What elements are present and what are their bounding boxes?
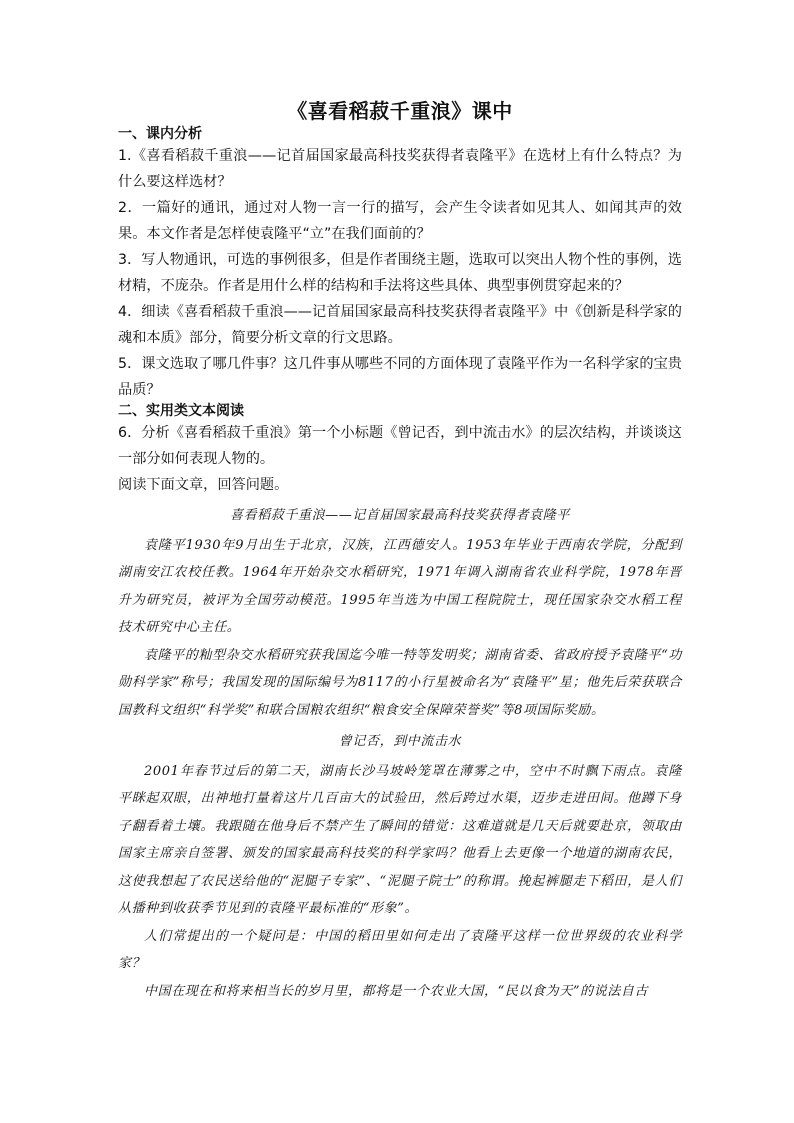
reading-article	[118, 502, 682, 1005]
article-paragraph: 2001年春节过后的第二天，湖南长沙马坡岭笼罩在薄雾之中，空中不时飘下雨点。袁隆平眯起双眼，出神地打量着这片几百亩大的试验田，然后跨过水渠，迈步走进田间。他蹲下身子翻看着土壤。我跟随在他身后不禁产生了瞬间的错觉：这难道就是几天后就要赴京，领取由国家主席亲自签署、颁发的国家最高科技奖的科学家吗？他看上去更像一个地道的湖南农民，这使我想起了农民送给他的“泥腿子专家”、“泥腿子院士”的称谓。挽起裤腿走下稻田，是人们从播种到收获季节见到的袁隆平最标准的“形象”。	[118, 763, 682, 916]
question-5: 5．课文选取了哪几件事？这几件事从哪些不同的方面体现了袁隆平作为一名科学家的宝贵品质？	[118, 356, 682, 398]
section-heading-analysis: 一、课内分析	[118, 126, 202, 142]
article-heading: 喜看稻菽千重浪——记首届国家最高科技奖获得者袁隆平	[229, 508, 570, 523]
document-title: 《喜看稻菽千重浪》课中	[287, 99, 513, 123]
document-page	[118, 96, 682, 1005]
question-2: 2．一篇好的通讯，通过对人物一言一行的描写，会产生令读者如见其人、如闻其声的效果。本文作者是怎样使袁隆平“立”在我们面前的？	[118, 200, 682, 242]
question-4: 4．细读《喜看稻菽千重浪——记首届国家最高科技奖获得者袁隆平》中《创新是科学家的魂和本质》部分，简要分析文章的行文思路。	[118, 304, 682, 346]
article-subheading: 曾记否，到中流击水	[338, 734, 462, 749]
reading-instruction: 阅读下面文章，回答问题。	[118, 477, 289, 493]
question-1: 1.《喜看稻菽千重浪——记首届国家最高科技奖获得者袁隆平》在选材上有什么特点？为什么要这样选材？	[118, 148, 682, 190]
question-3: 3．写人物通讯，可选的事例很多，但是作者围绕主题，选取可以突出人物个性的事例，选材精，不庞杂。作者是用什么样的结构和手法将这些具体、典型事例贯穿起来的？	[118, 252, 682, 294]
article-paragraph: 人们常提出的一个疑问是：中国的稻田里如何走出了袁隆平这样一位世界级的农业科学家？	[118, 928, 682, 971]
section-heading-reading: 二、实用类文本阅读	[118, 403, 244, 419]
question-6: 6．分析《喜看稻菽千重浪》第一个小标题《曾记否，到中流击水》的层次结构，并谈谈这一部分如何表现人物的。	[118, 425, 682, 467]
article-paragraph: 袁隆平的籼型杂交水稻研究获我国迄今唯一特等发明奖；湖南省委、省政府授予袁隆平“功勋科学家”称号；我国发现的国际编号为8117的小行星被命名为“袁隆平”星；他先后荣获联合国教科文组织“科学奖”和联合国粮农组织“粮食安全保障荣誉奖”等8项国际奖励。	[118, 647, 682, 718]
article-paragraph: 中国在现在和将来相当长的岁月里，都将是一个农业大国，“民以食为天”的说法自古	[144, 983, 649, 999]
article-paragraph: 袁隆平1930年9月出生于北京，汉族，江西德安人。1953年毕业于西南农学院，分配到湖南安江农校任教。1964年开始杂交水稻研究，1971年调入湖南省农业科学院，1978年晋升为研究员，被评为全国劳动模范。1995年当选为中国工程院院士，现任国家杂交水稻工程技术研究中心主任。	[118, 537, 682, 635]
